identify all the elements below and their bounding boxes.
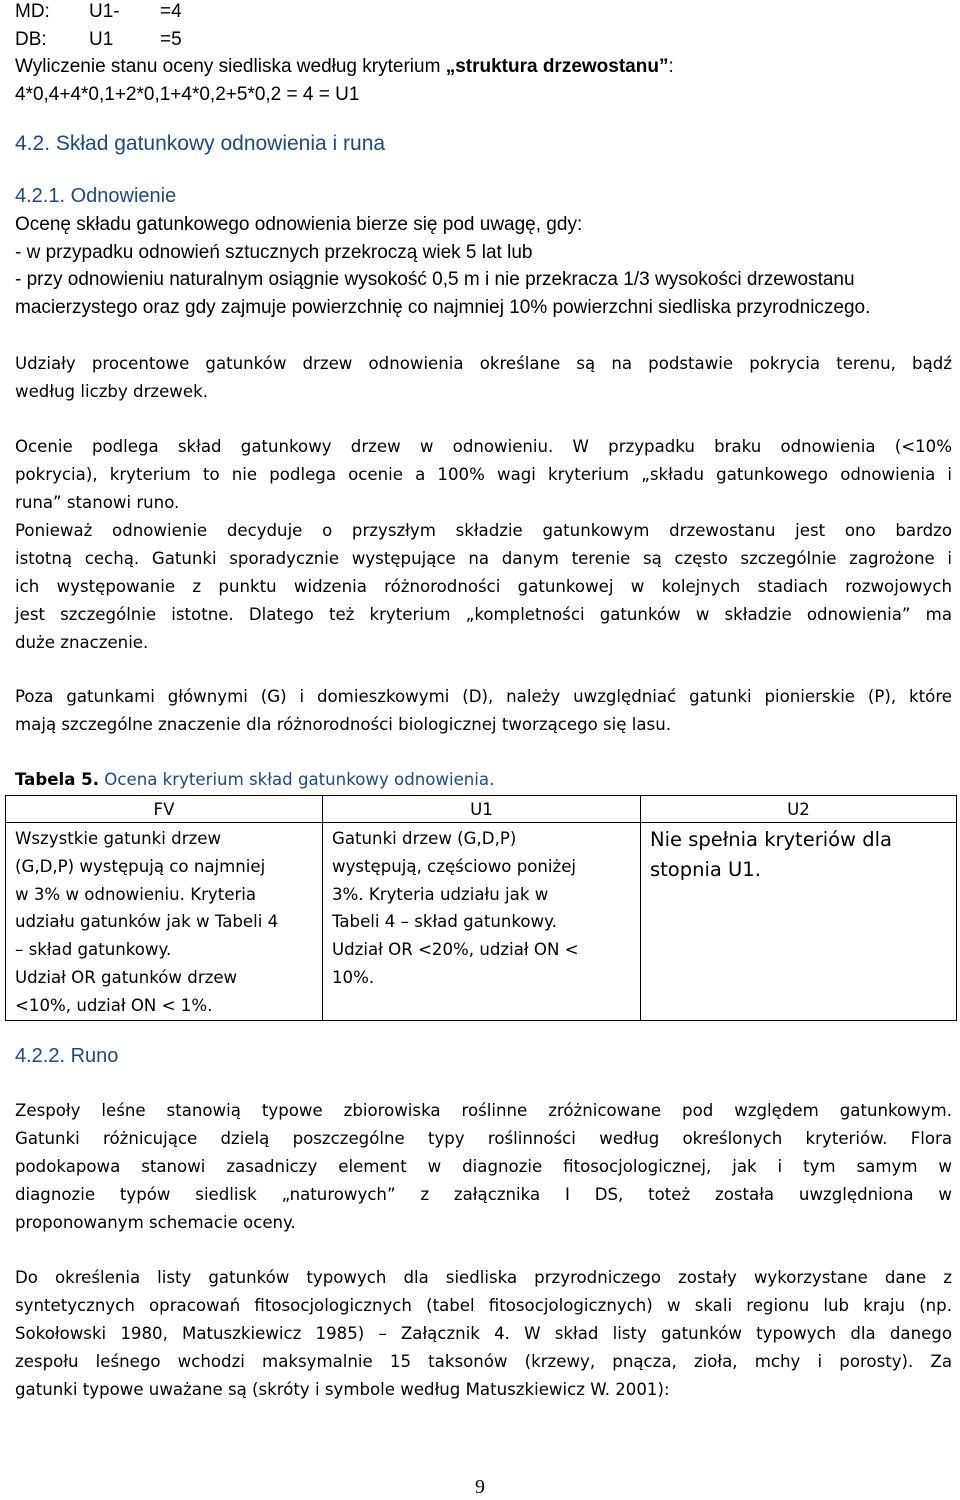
runo-paragraph <box>15 1097 952 1237</box>
intro-paragraph <box>15 211 952 321</box>
intro-line: - w przypadku odnowień sztucznych przekroczą wiek 5 lat lub <box>15 241 533 263</box>
db-value: U1 <box>89 29 114 50</box>
text-line: istotną cechą. Gatunki sporadycznie występujące na danym terenie są często szczególnie zagrożone i <box>15 549 952 568</box>
header-fv: FV <box>6 796 323 823</box>
text-line: zespołu leśnego wchodzi maksymalnie 15 taksonów (krzewy, pnącza, zioła, mchy i porosty). Za <box>15 1352 952 1371</box>
text-line: Ocenie podlega skład gatunkowy drzew w odnowieniu. W przypadku braku odnowienia (<10% <box>15 437 952 456</box>
subsection-heading-runo: 4.2.2. Runo <box>15 1045 119 1067</box>
intro-line: Ocenę składu gatunkowego odnowienia bierze się pod uwagę, gdy: <box>15 214 583 235</box>
cell-line: stopnia U1. <box>650 858 761 881</box>
text-line: ich występowanie z punktu widzenia różnorodności gatunkowej w kolejnych stadiach rozwojowych <box>15 577 952 596</box>
text-line: diagnozie typów siedlisk „naturowych” z załącznika I DS, toteż została uwzględniona w <box>15 1185 952 1204</box>
cell-line: udziału gatunków jak w Tabeli 4 <box>15 912 279 932</box>
cell-line: (G,D,P) występują co najmniej <box>15 856 266 876</box>
cell-line: <10%, udział ON < 1%. <box>15 995 213 1015</box>
text-line: Poza gatunkami głównymi (G) i domieszkowymi (D), należy uwzględniać gatunki pionierskie (P), które <box>15 687 952 706</box>
cell-line: Nie spełnia kryteriów dla <box>650 828 892 851</box>
text-line: Udziały procentowe gatunków drzew odnowienia określane są na podstawie pokrycia terenu, bądź <box>15 354 952 373</box>
cell-line: Udział OR gatunków drzew <box>15 967 238 987</box>
cell-u2 <box>641 823 957 1021</box>
md-score: =4 <box>160 1 182 22</box>
text-line: pokrycia), kryterium to nie podlega ocenie a 100% wagi kryterium „składu gatunkowego odnowienia i <box>15 465 952 484</box>
md-value: U1- <box>89 1 120 22</box>
cell-line: Udział OR <20%, udział ON < <box>332 940 579 960</box>
subsection-heading-odnowienie: 4.2.1. Odnowienie <box>15 185 177 207</box>
text-line: Zespoły leśne stanowią typowe zbiorowiska roślinne zróżnicowane pod względem gatunkowym. <box>15 1101 952 1120</box>
criteria-table <box>5 795 957 1021</box>
text-line: syntetycznych opracowań fitosocjologicznych (tabel fitosocjologicznych) w skali regionu lub kraju (np. <box>15 1296 952 1315</box>
text-line: gatunki typowe uważane są (skróty i symbole według Matuszkiewicz W. 2001): <box>15 1380 670 1399</box>
cell-line: Tabeli 4 – skład gatunkowy. <box>332 912 557 932</box>
species-list-paragraph <box>15 1264 952 1404</box>
md-label: MD: <box>15 1 50 22</box>
cell-line: Gatunki drzew (G,D,P) <box>332 829 517 848</box>
page-number: 9 <box>475 1476 485 1498</box>
text-line: runa” stanowi runo. <box>15 493 180 512</box>
text-line: duże znaczenie. <box>15 633 149 652</box>
intro-line: - przy odnowieniu naturalnym osiągnie wysokość 0,5 m i nie przekracza 1/3 wysokości drzewostanu <box>15 269 855 290</box>
text-line: jest szczególnie istotne. Dlatego też kryterium „kompletności gatunków w składzie odnowienia” ma <box>15 605 952 624</box>
text-line: mają szczególne znaczenie dla różnorodności biologicznej tworzącego się lasu. <box>15 715 671 734</box>
cell-fv <box>6 823 323 1021</box>
header-u1: U1 <box>323 796 641 823</box>
cell-line: 3%. Kryteria udziału jak w <box>332 884 549 904</box>
text-line: podokapowa stanowi zasadniczy element w diagnozie fitosocjologicznej, jak i tym samym w <box>15 1157 952 1176</box>
section-heading: 4.2. Skład gatunkowy odnowienia i runa <box>15 132 386 155</box>
shares-paragraph <box>15 350 952 406</box>
rating-paragraph <box>15 433 952 657</box>
cell-line: w 3% w odnowieniu. Kryteria <box>15 884 257 904</box>
table-caption: Tabela 5. Ocena kryterium skład gatunkowy odnowienia. <box>15 770 495 789</box>
intro-line: macierzystego oraz gdy zajmuje powierzchnię co najmniej 10% powierzchni siedliska przyrodniczego. <box>15 296 871 318</box>
text-line: Ponieważ odnowienie decyduje o przyszłym składzie gatunkowym drzewostanu jest ono bardzo <box>15 521 952 540</box>
text-line: Sokołowski 1980, Matuszkiewicz 1985) – Załącznik 4. W skład listy gatunków typowych dla danego <box>15 1324 952 1343</box>
pioneer-paragraph <box>15 683 952 739</box>
cell-line: Wszystkie gatunki drzew <box>15 829 222 848</box>
cell-line: – skład gatunkowy. <box>15 940 172 960</box>
table-header-row <box>6 796 957 823</box>
text-line: Do określenia listy gatunków typowych dla siedliska przyrodniczego zostały wykorzystane dane z <box>15 1268 952 1287</box>
header-u2: U2 <box>641 796 957 823</box>
cell-u1 <box>323 823 641 1021</box>
cell-line: występują, częściowo poniżej <box>332 856 577 876</box>
db-score: =5 <box>160 29 182 50</box>
text-line: proponowanym schemacie oceny. <box>15 1213 296 1232</box>
calc-description: Wyliczenie stanu oceny siedliska według kryterium „struktura drzewostanu”: <box>15 56 674 77</box>
db-label: DB: <box>15 29 47 50</box>
text-line: według liczby drzewek. <box>15 382 208 401</box>
text-line: Gatunki różnicujące dzielą poszczególne typy roślinności według określonych kryteriów. Flora <box>15 1129 952 1148</box>
calc-formula: 4*0,4+4*0,1+2*0,1+4*0,2+5*0,2 = 4 = U1 <box>15 84 360 105</box>
cell-line: 10%. <box>332 967 375 987</box>
table-row <box>6 823 957 1021</box>
